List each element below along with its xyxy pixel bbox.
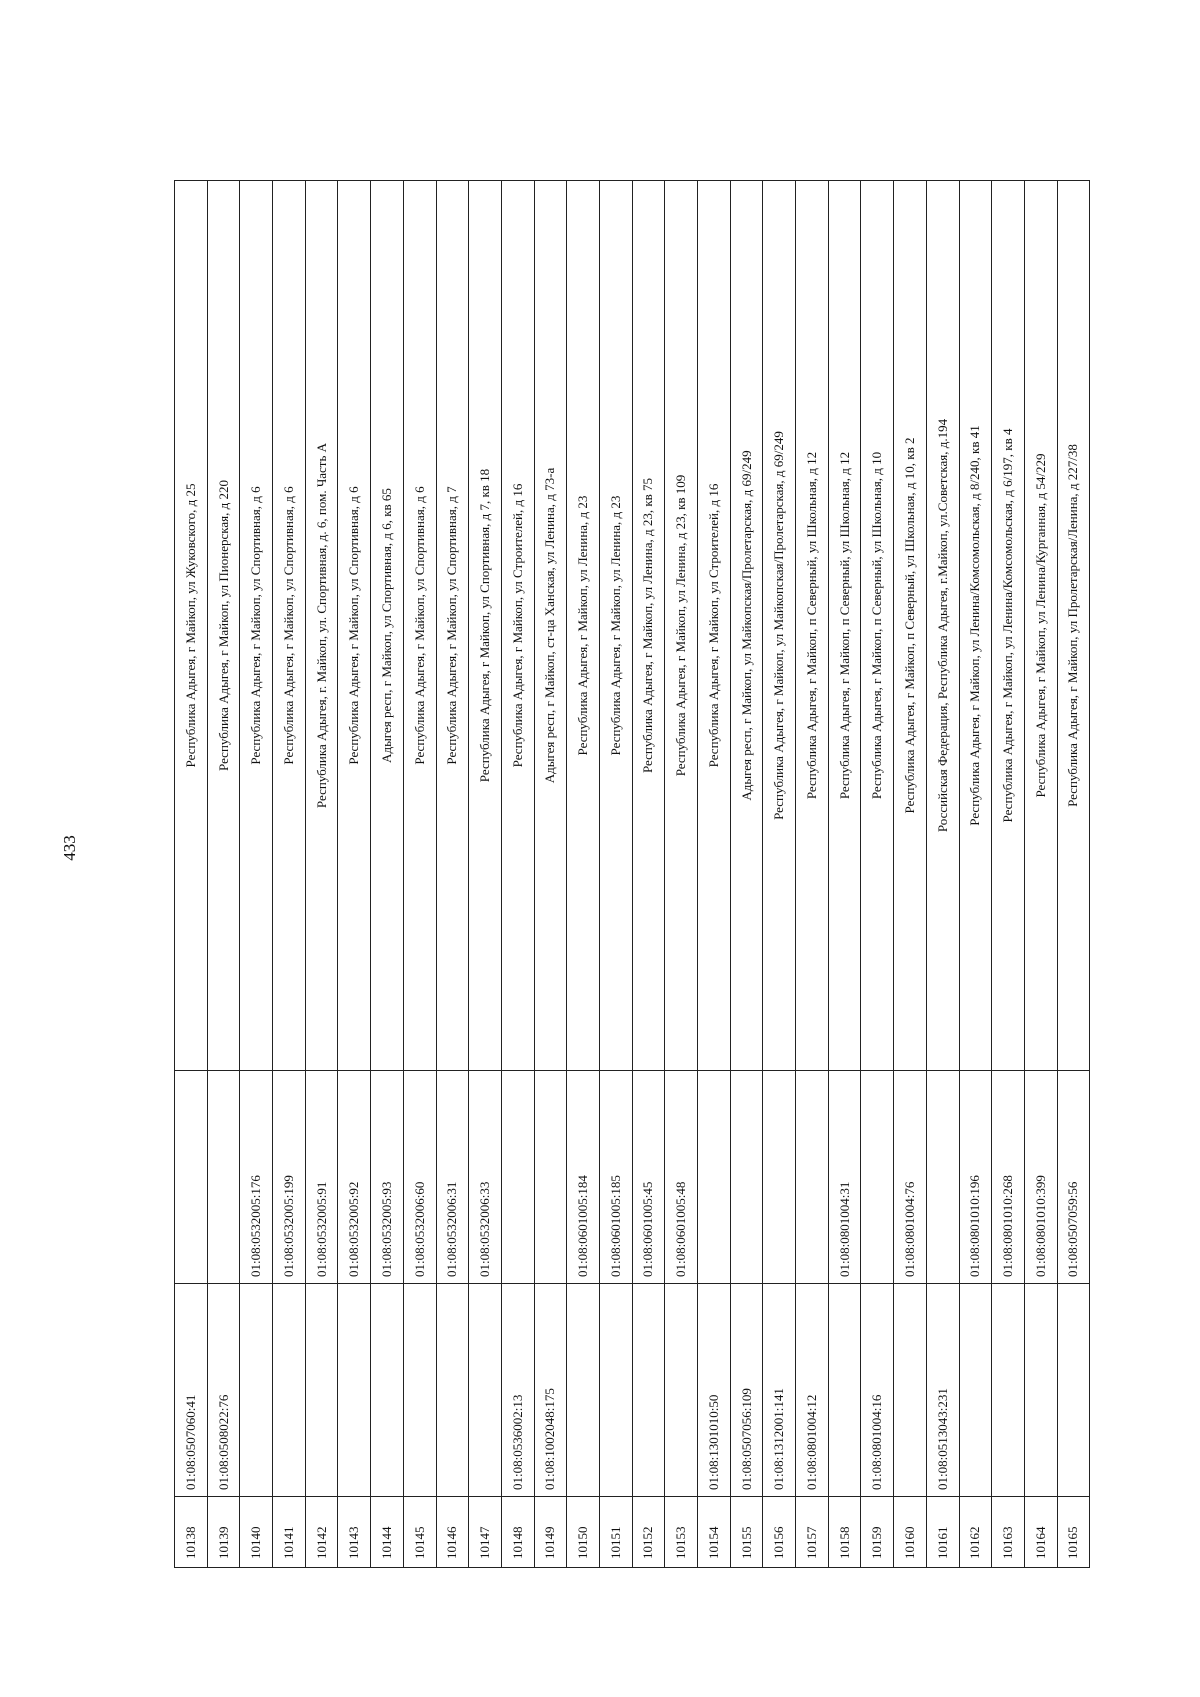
table-row	[861, 181, 894, 1568]
address-cell: Республика Адыгея, г Майкоп, ул Ленина/Курганная, д 54/229	[1024, 181, 1057, 1071]
cadastral-number-cell	[240, 1284, 273, 1497]
object-cadastral-number-cell: 01:08:0532005:91	[305, 1071, 338, 1284]
cadastral-number-cell: 01:08:0507060:41	[175, 1284, 208, 1497]
row-number-cell: 10148	[501, 1497, 534, 1568]
table-row	[599, 181, 632, 1568]
address-cell: Адыгея респ, г Майкоп, ст-ца Ханская, ул Ленина, д 73-а	[534, 181, 567, 1071]
row-number-cell: 10139	[207, 1497, 240, 1568]
cadastral-number-cell	[665, 1284, 698, 1497]
cadastral-number-cell	[599, 1284, 632, 1497]
object-cadastral-number-cell: 01:08:0801004:76	[894, 1071, 927, 1284]
object-cadastral-number-cell: 01:08:0532006:33	[469, 1071, 502, 1284]
cadastral-number-cell: 01:08:1301010:50	[698, 1284, 731, 1497]
address-cell: Республика Адыгея, г Майкоп, п Северный, ул Школьная, д 10	[861, 181, 894, 1071]
table-row	[730, 181, 763, 1568]
cadastral-number-cell: 01:08:0801004:16	[861, 1284, 894, 1497]
table-row	[534, 181, 567, 1568]
cadastral-number-cell: 01:08:1312001:141	[763, 1284, 796, 1497]
address-cell: Республика Адыгея, г Майкоп, ул Спортивная, д 7, кв 18	[469, 181, 502, 1071]
address-cell: Республика Адыгея, г Майкоп, ул Спортивная, д 6	[273, 181, 306, 1071]
row-number-cell: 10161	[926, 1497, 959, 1568]
row-number-cell: 10150	[567, 1497, 600, 1568]
cadastral-number-cell: 01:08:1002048:175	[534, 1284, 567, 1497]
object-cadastral-number-cell: 01:08:0801010:399	[1024, 1071, 1057, 1284]
cadastral-number-cell	[1057, 1284, 1090, 1497]
cadastral-number-cell	[273, 1284, 306, 1497]
address-cell: Республика Адыгея, г Майкоп, ул Пионерская, д 220	[207, 181, 240, 1071]
row-number-cell: 10149	[534, 1497, 567, 1568]
object-cadastral-number-cell	[207, 1071, 240, 1284]
table-row	[1024, 181, 1057, 1568]
address-cell: Республика Адыгея, г Майкоп, ул Ленина, д 23	[567, 181, 600, 1071]
row-number-cell: 10156	[763, 1497, 796, 1568]
object-cadastral-number-cell: 01:08:0532006:31	[436, 1071, 469, 1284]
cadastral-number-cell	[436, 1284, 469, 1497]
cadastral-number-cell	[894, 1284, 927, 1497]
address-cell: Республика Адыгея, г Майкоп, ул Спортивная, д 6	[403, 181, 436, 1071]
address-cell: Республика Адыгея, г Майкоп, п Северный, ул Школьная, д 12	[796, 181, 829, 1071]
address-cell: Республика Адыгея, г Майкоп, ул Строителей, д 16	[698, 181, 731, 1071]
table-row	[894, 181, 927, 1568]
object-cadastral-number-cell	[698, 1071, 731, 1284]
registry-table	[174, 180, 1090, 1568]
table-row	[371, 181, 404, 1568]
cadastral-number-cell	[992, 1284, 1025, 1497]
table-row	[828, 181, 861, 1568]
cadastral-number-cell: 01:08:0507056:109	[730, 1284, 763, 1497]
object-cadastral-number-cell	[730, 1071, 763, 1284]
object-cadastral-number-cell	[175, 1071, 208, 1284]
table-row	[207, 181, 240, 1568]
object-cadastral-number-cell: 01:08:0532006:60	[403, 1071, 436, 1284]
row-number-cell: 10159	[861, 1497, 894, 1568]
object-cadastral-number-cell: 01:08:0801004:31	[828, 1071, 861, 1284]
cadastral-number-cell	[371, 1284, 404, 1497]
row-number-cell: 10144	[371, 1497, 404, 1568]
address-cell: Республика Адыгея, г Майкоп, п Северный, ул Школьная, д 12	[828, 181, 861, 1071]
table-row	[567, 181, 600, 1568]
table-row	[240, 181, 273, 1568]
address-cell: Республика Адыгея, г Майкоп, ул Спортивная, д 6	[338, 181, 371, 1071]
row-number-cell: 10155	[730, 1497, 763, 1568]
address-cell: Республика Адыгея, г Майкоп, ул Ленина, д 23, кв 109	[665, 181, 698, 1071]
row-number-cell: 10153	[665, 1497, 698, 1568]
object-cadastral-number-cell: 01:08:0507059:56	[1057, 1071, 1090, 1284]
table-row	[763, 181, 796, 1568]
object-cadastral-number-cell: 01:08:0532005:199	[273, 1071, 306, 1284]
table-row	[665, 181, 698, 1568]
address-cell: Республика Адыгея, г Майкоп, ул Жуковского, д 25	[175, 181, 208, 1071]
table-row	[403, 181, 436, 1568]
table-row	[436, 181, 469, 1568]
address-cell: Адыгея респ, г Майкоп, ул Спортивная, д 6, кв 65	[371, 181, 404, 1071]
cadastral-number-cell	[338, 1284, 371, 1497]
row-number-cell: 10162	[959, 1497, 992, 1568]
cadastral-number-cell: 01:08:0801004:12	[796, 1284, 829, 1497]
address-cell: Республика Адыгея, г Майкоп, ул Спортивная, д 7	[436, 181, 469, 1071]
row-number-cell: 10145	[403, 1497, 436, 1568]
row-number-cell: 10138	[175, 1497, 208, 1568]
row-number-cell: 10163	[992, 1497, 1025, 1568]
object-cadastral-number-cell	[861, 1071, 894, 1284]
cadastral-number-cell: 01:08:0536002:13	[501, 1284, 534, 1497]
table-row	[698, 181, 731, 1568]
object-cadastral-number-cell: 01:08:0601005:185	[599, 1071, 632, 1284]
table-row	[273, 181, 306, 1568]
rotated-table-container	[174, 180, 1090, 1568]
address-cell: Адыгея респ, г Майкоп, ул Майкопская/Пролетарская, д 69/249	[730, 181, 763, 1071]
table-row	[305, 181, 338, 1568]
object-cadastral-number-cell	[763, 1071, 796, 1284]
row-number-cell: 10164	[1024, 1497, 1057, 1568]
object-cadastral-number-cell: 01:08:0601005:45	[632, 1071, 665, 1284]
object-cadastral-number-cell: 01:08:0532005:176	[240, 1071, 273, 1284]
row-number-cell: 10140	[240, 1497, 273, 1568]
row-number-cell: 10165	[1057, 1497, 1090, 1568]
row-number-cell: 10142	[305, 1497, 338, 1568]
row-number-cell: 10151	[599, 1497, 632, 1568]
table-row	[926, 181, 959, 1568]
table-row	[175, 181, 208, 1568]
cadastral-number-cell: 01:08:0508022:76	[207, 1284, 240, 1497]
table-row	[469, 181, 502, 1568]
address-cell: Республика Адыгея, г Майкоп, ул Ленина/Комсомольская, д 6/197, кв 4	[992, 181, 1025, 1071]
cadastral-number-cell	[828, 1284, 861, 1497]
object-cadastral-number-cell: 01:08:0601005:48	[665, 1071, 698, 1284]
row-number-cell: 10143	[338, 1497, 371, 1568]
address-cell: Республика Адыгея, г Майкоп, ул Ленина, д 23	[599, 181, 632, 1071]
address-cell: Российская Федерация, Республика Адыгея, г.Майкоп, ул.Советская, д.194	[926, 181, 959, 1071]
cadastral-number-cell	[567, 1284, 600, 1497]
row-number-cell: 10157	[796, 1497, 829, 1568]
row-number-cell: 10146	[436, 1497, 469, 1568]
table-row	[1057, 181, 1090, 1568]
cadastral-number-cell	[469, 1284, 502, 1497]
row-number-cell: 10154	[698, 1497, 731, 1568]
table-row	[992, 181, 1025, 1568]
object-cadastral-number-cell: 01:08:0801010:268	[992, 1071, 1025, 1284]
object-cadastral-number-cell: 01:08:0532005:93	[371, 1071, 404, 1284]
object-cadastral-number-cell	[926, 1071, 959, 1284]
table-row	[338, 181, 371, 1568]
row-number-cell: 10152	[632, 1497, 665, 1568]
object-cadastral-number-cell: 01:08:0601005:184	[567, 1071, 600, 1284]
table-row	[796, 181, 829, 1568]
address-cell: Республика Адыгея, г Майкоп, ул Ленина, д 23, кв 75	[632, 181, 665, 1071]
object-cadastral-number-cell: 01:08:0801010:196	[959, 1071, 992, 1284]
cadastral-number-cell	[305, 1284, 338, 1497]
registry-table-body	[175, 181, 1090, 1568]
object-cadastral-number-cell	[534, 1071, 567, 1284]
address-cell: Республика Адыгея, г Майкоп, ул Строителей, д 16	[501, 181, 534, 1071]
cadastral-number-cell	[403, 1284, 436, 1497]
row-number-cell: 10158	[828, 1497, 861, 1568]
row-number-cell: 10147	[469, 1497, 502, 1568]
address-cell: Республика Адыгея, г. Майкоп, ул. Спортивная, д. 6, пом. Часть А	[305, 181, 338, 1071]
row-number-cell: 10141	[273, 1497, 306, 1568]
table-row	[959, 181, 992, 1568]
object-cadastral-number-cell	[501, 1071, 534, 1284]
address-cell: Республика Адыгея, г Майкоп, п Северный, ул Школьная, д 10, кв 2	[894, 181, 927, 1071]
row-number-cell: 10160	[894, 1497, 927, 1568]
address-cell: Республика Адыгея, г Майкоп, ул Ленина/Комсомольская, д 8/240, кв 41	[959, 181, 992, 1071]
table-row	[501, 181, 534, 1568]
table-row	[632, 181, 665, 1568]
page-number: 433	[60, 835, 79, 861]
cadastral-number-cell	[632, 1284, 665, 1497]
address-cell: Республика Адыгея, г Майкоп, ул Майкопская/Пролетарская, д 69/249	[763, 181, 796, 1071]
cadastral-number-cell	[1024, 1284, 1057, 1497]
cadastral-number-cell	[959, 1284, 992, 1497]
address-cell: Республика Адыгея, г Майкоп, ул Пролетарская/Ленина, д 227/38	[1057, 181, 1090, 1071]
object-cadastral-number-cell: 01:08:0532005:92	[338, 1071, 371, 1284]
cadastral-number-cell: 01:08:0513043:231	[926, 1284, 959, 1497]
object-cadastral-number-cell	[796, 1071, 829, 1284]
address-cell: Республика Адыгея, г Майкоп, ул Спортивная, д 6	[240, 181, 273, 1071]
